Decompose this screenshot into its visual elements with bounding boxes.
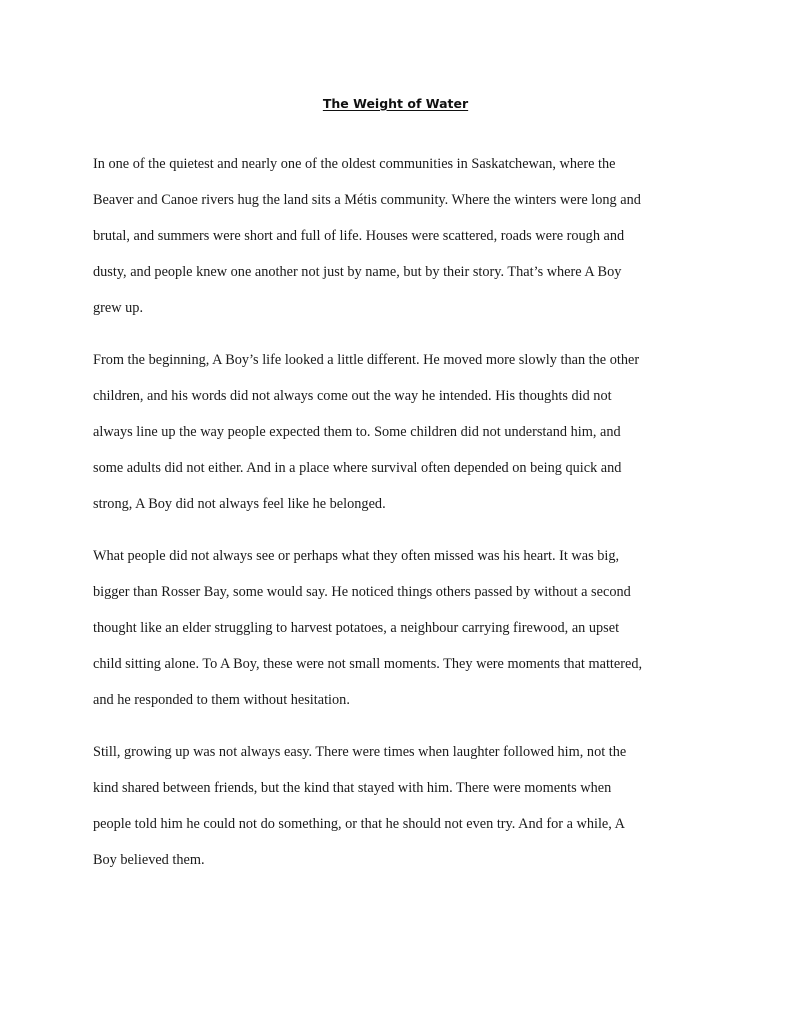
paragraph-line: thought like an elder struggling to harvest potatoes, a neighbour carrying firewood, an upset	[93, 620, 620, 636]
paragraph-line: some adults did not either. And in a place where survival often depended on being quick and	[93, 460, 622, 476]
paragraph-2	[93, 342, 699, 522]
paragraph-line: dusty, and people knew one another not just by name, but by their story. That’s where A Boy	[93, 264, 622, 280]
paragraph-line: What people did not always see or perhaps what they often missed was his heart. It was big,	[93, 548, 620, 564]
paragraph-line: From the beginning, A Boy’s life looked a little different. He moved more slowly than the other	[93, 352, 640, 368]
paragraph-line: and he responded to them without hesitation.	[93, 692, 350, 708]
paragraph-1	[93, 146, 699, 326]
paragraph-line: Still, growing up was not always easy. There were times when laughter followed him, not the	[93, 744, 627, 760]
paragraph-3	[93, 538, 699, 718]
paragraph-line: people told him he could not do something, or that he should not even try. And for a while, A	[93, 816, 625, 832]
paragraph-line: grew up.	[93, 300, 144, 316]
paragraph-line: children, and his words did not always come out the way he intended. His thoughts did not	[93, 388, 612, 404]
paragraph-line: child sitting alone. To A Boy, these were not small moments. They were moments that mattered,	[93, 656, 643, 672]
document-body	[93, 146, 699, 894]
paragraph-4	[93, 734, 699, 878]
paragraph-line: bigger than Rosser Bay, some would say. He noticed things others passed by without a second	[93, 584, 631, 600]
document-title: The Weight of Water	[322, 96, 469, 111]
paragraph-line: Beaver and Canoe rivers hug the land sits a Métis community. Where the winters were long and	[93, 192, 641, 208]
paragraph-line: In one of the quietest and nearly one of the oldest communities in Saskatchewan, where the	[93, 156, 616, 172]
paragraph-line: kind shared between friends, but the kind that stayed with him. There were moments when	[93, 780, 612, 796]
paragraph-line: strong, A Boy did not always feel like he belonged.	[93, 496, 386, 512]
paragraph-line: brutal, and summers were short and full of life. Houses were scattered, roads were rough and	[93, 228, 625, 244]
paragraph-line: always line up the way people expected them to. Some children did not understand him, and	[93, 424, 621, 440]
paragraph-line: Boy believed them.	[93, 852, 205, 868]
